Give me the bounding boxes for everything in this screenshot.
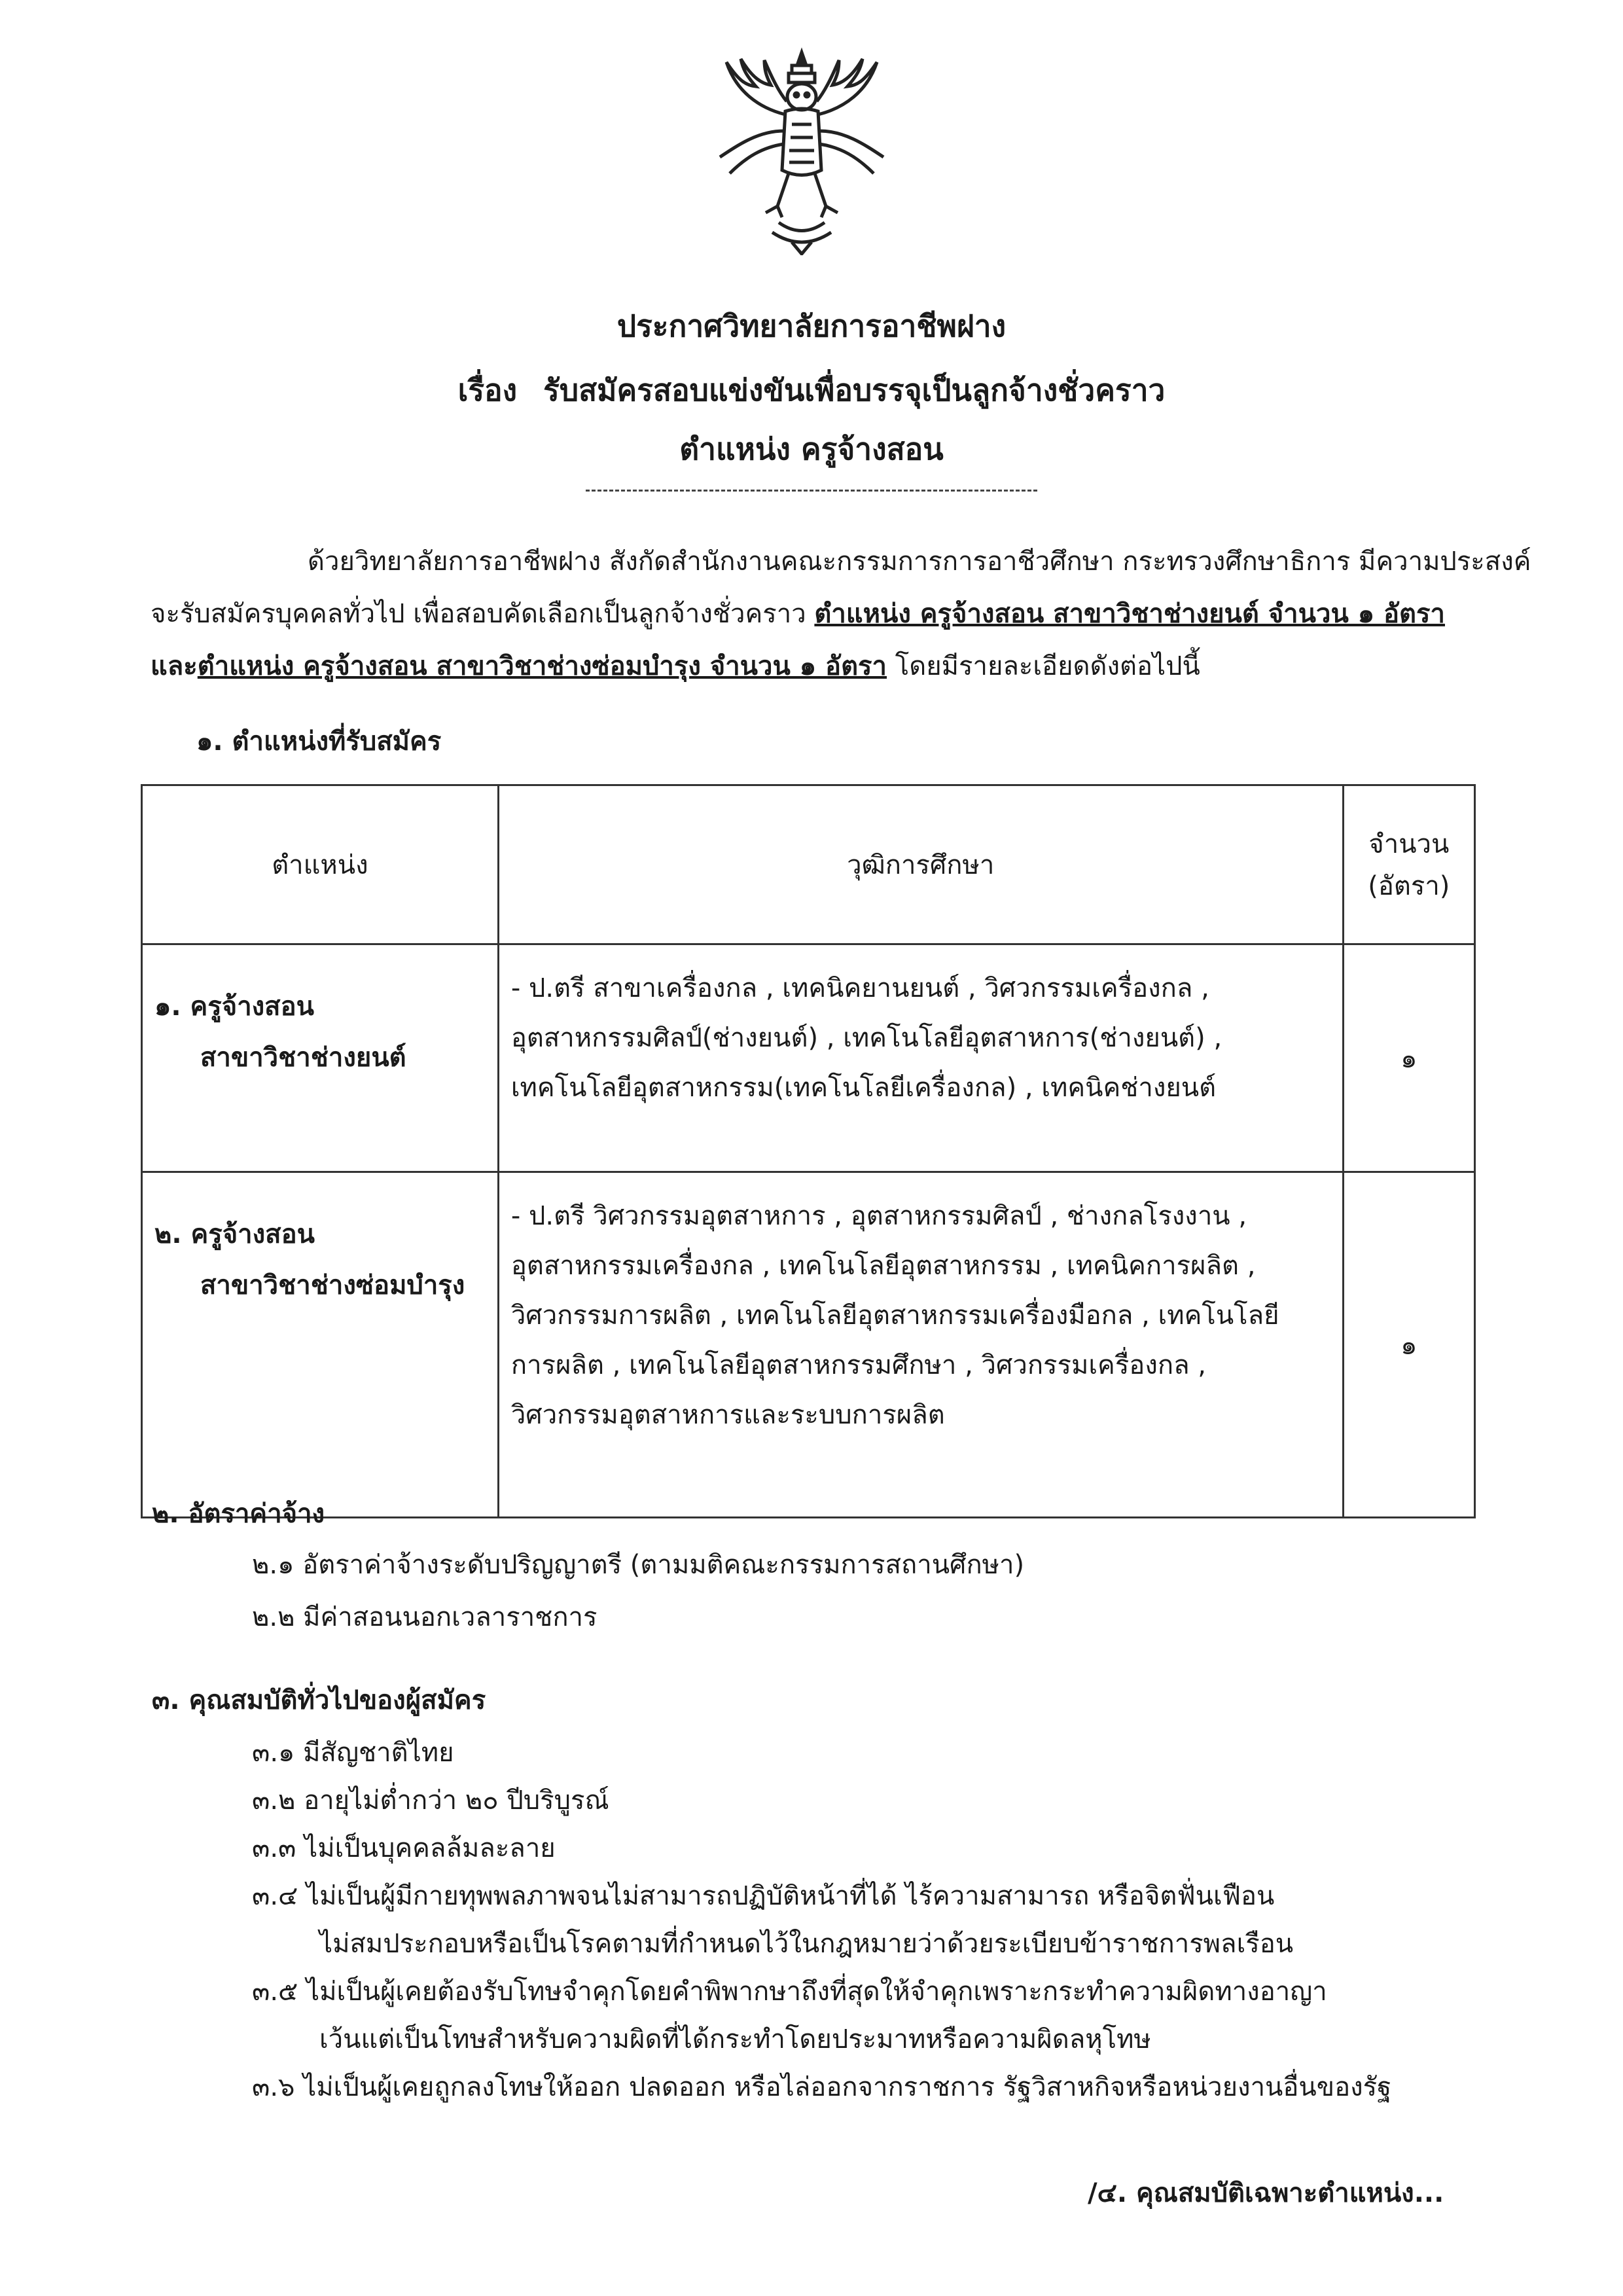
qualification-line: - ป.ตรี สาขาเครื่องกล , เทคนิคยานยนต์ , วิศวกรรมเครื่องกล , [510,973,1209,1003]
intro-line-3-bold: ตำแหน่ง ครูจ้างสอน สาขาวิชาช่างซ่อมบำรุง จำนวน ๑ อัตรา [197,651,887,681]
qualification-line: การผลิต , เทคโนโลยีอุตสาหกรรมศึกษา , วิศวกรรมเครื่องกล , [510,1350,1207,1380]
section-3-item: ๓.๒ อายุไม่ต่ำกว่า ๒๐ ปีบริบูรณ์ [252,1785,609,1816]
section-3-item: ๓.๕ ไม่เป็นผู้เคยต้องรับโทษจำคุกโดยคำพิพากษาถึงที่สุดให้จำคุกเพราะกระทำความผิดทางอาญา [252,1977,1327,2007]
page-continuation-note: /๔. คุณสมบัติเฉพาะตำแหน่ง... [1088,2178,1444,2208]
intro-line-2-plain: จะรับสมัครบุคคลทั่วไป เพื่อสอบคัดเลือกเป็นลูกจ้างชั่วคราว [151,599,815,629]
position-line-2: สาขาวิชาช่างยนต์ [200,1043,406,1073]
intro-line-3-plain: โดยมีรายละเอียดดังต่อไปนี้ [887,651,1200,681]
section-2-item: ๒.๒ มีค่าสอนนอกเวลาราชการ [252,1602,597,1632]
intro-line-3-prefix: และ [151,651,198,681]
document-position: ตำแหน่ง ครูจ้างสอน [679,431,944,467]
document-title: ประกาศวิทยาลัยการอาชีพฝาง [616,308,1007,344]
header-qualification: วุฒิการศึกษา [498,785,1343,944]
section-3-title: ๓. คุณสมบัติทั่วไปของผู้สมัคร [152,1685,486,1715]
position-line-1: ๒. ครูจ้างสอน [154,1219,315,1249]
position-cell [142,944,499,1172]
qualification-line: เทคโนโลยีอุตสาหกรรม(เทคโนโลยีเครื่องกล) , เทคนิคช่างยนต์ [510,1073,1217,1103]
table-header-row [142,785,1475,944]
document-subject [0,367,1623,414]
garuda-emblem-icon [700,46,903,255]
section-3-item: ๓.๖ ไม่เป็นผู้เคยถูกลงโทษให้ออก ปลดออก หรือไล่ออกจากราชการ รัฐวิสาหกิจหรือหน่วยงานอื่นของรัฐ [252,2072,1392,2102]
header-count-line-1: จำนวน [1368,829,1450,859]
header-position: ตำแหน่ง [142,785,499,944]
intro-line-3 [151,645,1200,687]
position-cell [142,1172,499,1518]
subject-label: เรื่อง [457,372,518,408]
count-cell: ๑ [1343,944,1474,1172]
section-2-item: ๒.๑ อัตราค่าจ้างระดับปริญญาตรี (ตามมติคณะกรรมการสถานศึกษา) [252,1550,1025,1580]
qualification-cell [498,1172,1343,1518]
count-cell: ๑ [1343,1172,1474,1518]
position-line-1: ๑. ครูจ้างสอน [154,992,314,1022]
header-count-line-2: (อัตรา) [1368,871,1450,901]
qualification-cell [498,944,1343,1172]
intro-line-2 [151,592,1445,634]
table-row [142,1172,1475,1518]
positions-table [141,784,1476,1518]
table-row [142,944,1475,1172]
qualification-line: อุตสาหกรรมศิลป์(ช่างยนต์) , เทคโนโลยีอุตสาหการ(ช่างยนต์) , [510,1023,1222,1053]
intro-line-2-bold: ตำแหน่ง ครูจ้างสอน สาขาวิชาช่างยนต์ จำนวน ๑ อัตรา [814,599,1445,629]
qualification-line: วิศวกรรมการผลิต , เทคโนโลยีอุตสาหกรรมเครื่องมือกล , เทคโนโลยี [510,1300,1279,1331]
qualification-line: อุตสาหกรรมเครื่องกล , เทคโนโลยีอุตสาหกรรม , เทคนิคการผลิต , [510,1251,1256,1281]
section-1-title: ๑. ตำแหน่งที่รับสมัคร [196,726,442,757]
section-3-item: ๓.๓ ไม่เป็นบุคคลล้มละลาย [252,1833,556,1863]
qualification-line: - ป.ตรี วิศวกรรมอุตสาหการ , อุตสาหกรรมศิลป์ , ช่างกลโรงงาน , [510,1201,1247,1231]
header-divider [586,490,1037,492]
section-3-item-continuation: ไม่สมประกอบหรือเป็นโรคตามที่กำหนดไว้ในกฎหมายว่าด้วยระเบียบข้าราชการพลเรือน [319,1929,1294,1959]
qualification-line: วิศวกรรมอุตสาหการและระบบการผลิต [510,1400,945,1430]
section-3-item: ๓.๔ ไม่เป็นผู้มีกายทุพพลภาพจนไม่สามารถปฏิบัติหน้าที่ได้ ไร้ความสามารถ หรือจิตฟั่นเฟือน [252,1881,1275,1911]
subject-text: รับสมัครสอบแข่งขันเพื่อบรรจุเป็นลูกจ้างชั่วคราว [543,372,1166,408]
section-2-title: ๒. อัตราค่าจ้าง [152,1499,325,1529]
section-3-item-continuation: เว้นแต่เป็นโทษสำหรับความผิดที่ได้กระทำโดยประมาทหรือความผิดลหุโทษ [319,2024,1151,2054]
section-3-item: ๓.๑ มีสัญชาติไทย [252,1738,454,1768]
intro-line-1: ด้วยวิทยาลัยการอาชีพฝาง สังกัดสำนักงานคณะกรรมการการอาชีวศึกษา กระทรวงศึกษาธิการ มีความประสงค์ [308,547,1531,577]
header-count [1343,785,1474,944]
position-line-2: สาขาวิชาช่างซ่อมบำรุง [200,1270,465,1300]
